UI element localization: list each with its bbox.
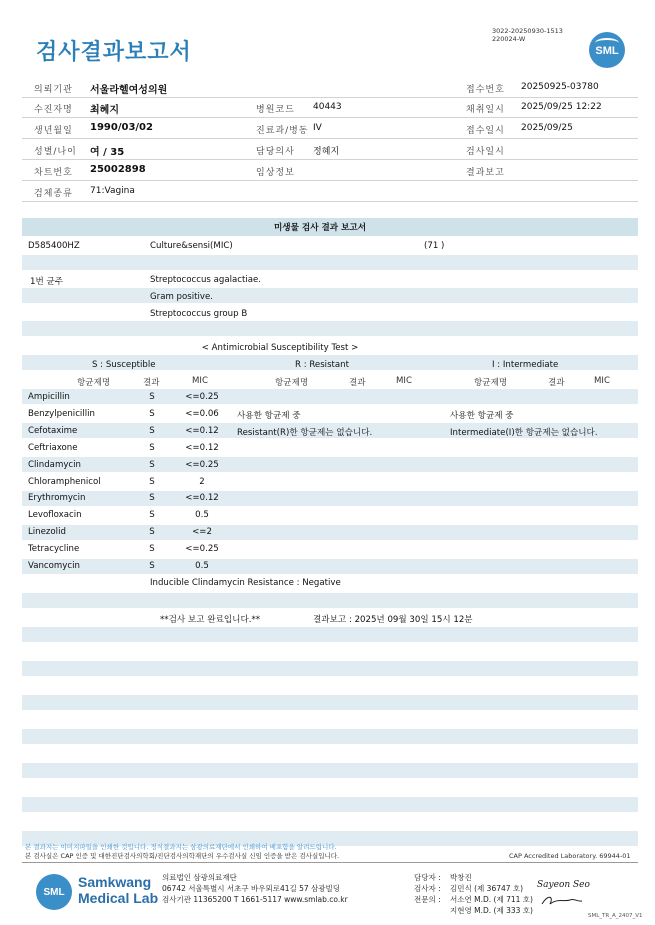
organism-label: 1번 균주 bbox=[30, 277, 64, 287]
susceptibility-result: S bbox=[149, 493, 155, 503]
form-code: SML_TR_A_2407_V1 bbox=[588, 913, 643, 919]
field-value: 71:Vagina bbox=[90, 186, 135, 196]
test-name: Culture&sensi(MIC) bbox=[150, 241, 233, 251]
field-value: 여 / 35 bbox=[90, 147, 125, 158]
inducible-clindamycin: Inducible Clindamycin Resistance : Negative bbox=[150, 578, 341, 588]
ast-column-header: 항균제명 bbox=[77, 378, 111, 388]
field-label: 결과보고 bbox=[466, 168, 505, 178]
susceptibility-result: S bbox=[149, 477, 155, 487]
field-value: 서울라헬여성의원 bbox=[90, 85, 168, 96]
section-title: 미생물 검사 결과 보고서 bbox=[274, 223, 366, 233]
patient-info-row bbox=[22, 182, 638, 202]
ast-column-header: MIC bbox=[192, 376, 208, 386]
signature-image: Sayeon Seo bbox=[537, 880, 590, 890]
ast-column-header: 결과 bbox=[143, 378, 160, 388]
patient-info-row bbox=[22, 119, 638, 139]
antibiotic-name: Ampicillin bbox=[28, 392, 70, 402]
field-value: 최혜지 bbox=[90, 105, 119, 116]
ast-column-header: 결과 bbox=[548, 378, 565, 388]
intermediate-message: Intermediate(I)한 항균제는 없습니다. bbox=[450, 428, 598, 438]
field-value: 25002898 bbox=[90, 164, 146, 175]
cap-accreditation: CAP Accredited Laboratory. 69944-01 bbox=[509, 852, 631, 860]
field-label: 접수번호 bbox=[466, 85, 505, 95]
patient-info-row bbox=[22, 161, 638, 181]
mic-value: <=0.12 bbox=[185, 443, 219, 453]
row-band bbox=[22, 661, 638, 676]
row-band bbox=[22, 457, 638, 472]
row-band bbox=[22, 729, 638, 744]
field-label: 채취일시 bbox=[466, 105, 505, 115]
ast-column-header: 결과 bbox=[349, 378, 366, 388]
field-label: 병원코드 bbox=[256, 105, 295, 115]
field-value: IV bbox=[313, 123, 322, 133]
row-band bbox=[22, 321, 638, 336]
row-band bbox=[22, 491, 638, 506]
resistant-note: 사용한 항균제 중 bbox=[237, 411, 301, 421]
signature-image bbox=[540, 892, 584, 910]
organism-line: Streptococcus agalactiae. bbox=[150, 275, 262, 285]
field-label: 수진자명 bbox=[34, 105, 73, 115]
susceptibility-result: S bbox=[149, 510, 155, 520]
patient-info-row bbox=[22, 78, 638, 98]
field-label: 진료과/병동 bbox=[256, 126, 309, 136]
antibiotic-name: Cefotaxime bbox=[28, 426, 78, 436]
field-value: 정혜지 bbox=[313, 147, 340, 157]
mic-value: <=0.12 bbox=[185, 493, 219, 503]
patient-info-row bbox=[22, 140, 638, 160]
field-label: 접수일시 bbox=[466, 126, 505, 136]
antibiotic-name: Clindamycin bbox=[28, 460, 81, 470]
mic-value: <=0.25 bbox=[185, 392, 219, 402]
mic-value: 2 bbox=[199, 477, 205, 487]
footer-notice: 본 결과지는 이미지파일을 인쇄한 것입니다. 정식결과지는 삼광의료재단에서 인쇄하여 배포함을 알려드립니다. 본 검사실은 CAP 인증 및 대한진단검사의학회/진단검사의학재단의 우수검사실 신임 인증을 받은 검사실입니다. bbox=[25, 843, 340, 860]
test-code: D585400HZ bbox=[28, 241, 80, 251]
ast-group-header: R : Resistant bbox=[295, 360, 349, 370]
org-info: 의료법인 삼광의료재단 06742 서울특별시 서초구 바우뫼로41길 57 삼광빌딩 검사기관 11365200 T 1661-5117 www.smlab.co.kr bbox=[162, 873, 348, 904]
row-band bbox=[22, 525, 638, 540]
ast-column-header: MIC bbox=[594, 376, 610, 386]
footer-divider bbox=[22, 862, 638, 863]
field-value: 2025/09/25 bbox=[521, 123, 573, 133]
sml-logo: SML bbox=[589, 32, 625, 68]
mic-value: 0.5 bbox=[195, 510, 209, 520]
row-band bbox=[22, 593, 638, 608]
row-band bbox=[22, 255, 638, 270]
row-band bbox=[22, 559, 638, 574]
antibiotic-name: Levofloxacin bbox=[28, 510, 82, 520]
ast-column-header: MIC bbox=[396, 376, 412, 386]
antibiotic-name: Ceftriaxone bbox=[28, 443, 78, 453]
report-time: 결과보고 : 2025년 09월 30일 15시 12분 bbox=[313, 615, 473, 625]
row-band bbox=[22, 797, 638, 812]
organism-line: Gram positive. bbox=[150, 292, 214, 302]
antibiotic-name: Erythromycin bbox=[28, 493, 86, 503]
field-label: 차트번호 bbox=[34, 168, 73, 178]
mic-value: <=0.25 bbox=[185, 544, 219, 554]
mic-value: <=0.12 bbox=[185, 426, 219, 436]
field-label: 담당의사 bbox=[256, 147, 295, 157]
antibiotic-name: Linezolid bbox=[28, 527, 66, 537]
mic-value: 0.5 bbox=[195, 561, 209, 571]
patient-info-row bbox=[22, 98, 638, 118]
ast-column-header: 항균제명 bbox=[275, 378, 309, 388]
susceptibility-result: S bbox=[149, 527, 155, 537]
susceptibility-result: S bbox=[149, 426, 155, 436]
row-band bbox=[22, 288, 638, 303]
susceptibility-result: S bbox=[149, 392, 155, 402]
staff-labels: 담당자 : 검사자 : 전문의 : bbox=[414, 873, 441, 904]
field-value: 1990/03/02 bbox=[90, 122, 153, 133]
susceptibility-result: S bbox=[149, 443, 155, 453]
mic-value: <=2 bbox=[192, 527, 212, 537]
intermediate-note: 사용한 항균제 중 bbox=[450, 411, 514, 421]
samkwang-logo: SML bbox=[36, 874, 72, 910]
report-complete-note: **검사 보고 완료입니다.** bbox=[160, 615, 261, 625]
field-value: 2025/09/25 12:22 bbox=[521, 102, 602, 112]
test-number: (71 ) bbox=[424, 241, 445, 251]
row-band bbox=[22, 763, 638, 778]
field-label: 성별/나이 bbox=[34, 147, 77, 157]
page-title: 검사결과보고서 bbox=[36, 40, 192, 65]
ast-title: < Antimicrobial Susceptibility Test > bbox=[201, 343, 359, 353]
row-band bbox=[22, 695, 638, 710]
field-label: 검사일시 bbox=[466, 147, 505, 157]
ast-group-header: I : Intermediate bbox=[492, 360, 559, 370]
antibiotic-name: Tetracycline bbox=[28, 544, 80, 554]
field-value: 40443 bbox=[313, 102, 342, 112]
susceptibility-result: S bbox=[149, 460, 155, 470]
mic-value: <=0.25 bbox=[185, 460, 219, 470]
susceptibility-result: S bbox=[149, 544, 155, 554]
antibiotic-name: Vancomycin bbox=[28, 561, 80, 571]
ast-column-header: 항균제명 bbox=[474, 378, 508, 388]
field-label: 검체종류 bbox=[34, 189, 73, 199]
samkwang-brand: Samkwang Medical Lab bbox=[78, 874, 159, 906]
staff-names: 박창진 김민식 (제 36747 호) 서소연 M.D. (제 711 호) 지현영 M.D. (제 333 호) bbox=[450, 873, 533, 915]
field-label: 생년월일 bbox=[34, 126, 73, 136]
susceptibility-result: S bbox=[149, 561, 155, 571]
antibiotic-name: Chloramphenicol bbox=[28, 477, 101, 487]
susceptibility-result: S bbox=[149, 409, 155, 419]
row-band bbox=[22, 389, 638, 404]
document-code: 3022-20250930-1513 220024-W bbox=[492, 27, 563, 43]
row-band bbox=[22, 627, 638, 642]
antibiotic-name: Benzylpenicillin bbox=[28, 409, 95, 419]
mic-value: <=0.06 bbox=[185, 409, 219, 419]
resistant-message: Resistant(R)한 항균제는 없습니다. bbox=[237, 428, 373, 438]
ast-group-header: S : Susceptible bbox=[92, 360, 156, 370]
field-label: 임상정보 bbox=[256, 168, 295, 178]
field-value: 20250925-03780 bbox=[521, 82, 599, 92]
field-label: 의뢰기관 bbox=[34, 85, 73, 95]
organism-line: Streptococcus group B bbox=[150, 309, 248, 319]
